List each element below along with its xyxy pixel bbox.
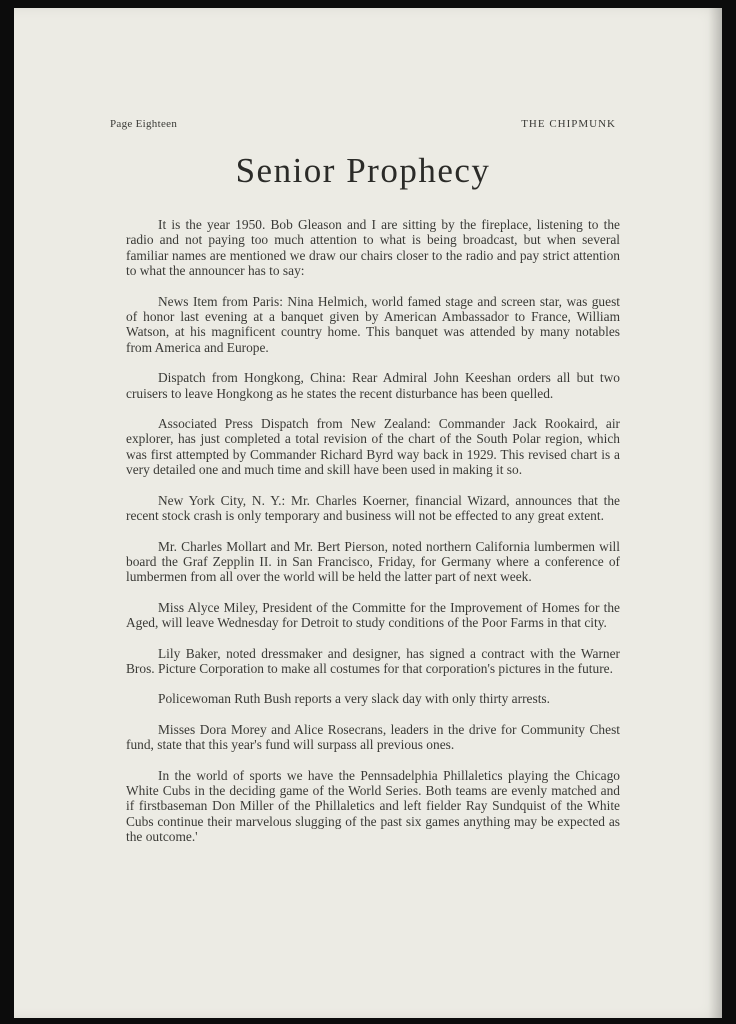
paragraph: It is the year 1950. Bob Gleason and I are sitting by the fireplace, listening to the radio and not paying too much attention to what is being broadcast, but when several familiar names are mentioned we draw our chairs closer to the radio and pay strict attention to what the announcer has to say: [126,217,620,279]
paragraph: Dispatch from Hongkong, China: Rear Admiral John Keeshan orders all but two cruisers to leave Hongkong as he states the recent disturbance has been quelled. [126,370,620,401]
article-title: Senior Prophecy [235,151,491,190]
paragraph: Associated Press Dispatch from New Zealand: Commander Jack Rookaird, air explorer, has just completed a total revision of the chart of the South Polar region, which was first attempted by Commander Richard Byrd way back in 1929. This revised chart is a very detailed one and much time and skill have been used in making it so. [126,416,620,478]
paragraph: Lily Baker, noted dressmaker and designer, has signed a contract with the Warner Bros. Picture Corporation to make all costumes for that corporation's pictures in the future. [126,645,620,676]
document-page [14,8,722,1018]
paragraph: Policewoman Ruth Bush reports a very slack day with only thirty arrests. [158,691,550,707]
page-number-label: Page Eighteen [110,118,178,130]
page-spine-shadow [708,8,722,1018]
paragraph: Miss Alyce Miley, President of the Committe for the Improvement of Homes for the Aged, will leave Wednesday for Detroit to study conditions of the Poor Farms in that city. [126,599,620,631]
paragraph: News Item from Paris: Nina Helmich, world famed stage and screen star, was guest of honor last evening at a banquet given by American Ambassador to France, William Watson, at his magnificent country home. This banquet was attended by many notables from America and Europe. [126,293,620,355]
publication-name: THE CHIPMUNK [521,118,616,130]
article-body [126,217,620,860]
paragraph: In the world of sports we have the Pennsadelphia Phillaletics playing the Chicago White Cubs in the deciding game of the World Series. Both teams are evenly matched and if firstbaseman Don Miller of the Phillaletics and left fielder Ray Sundquist of the White Cubs continue their marvelous slugging of the past six games anything may be expected as the outcome.' [126,767,620,845]
paragraph: New York City, N. Y.: Mr. Charles Koerner, financial Wizard, announces that the recent stock crash is only temporary and business will not be effected to any great extent. [126,492,620,524]
running-header [110,118,616,130]
paragraph: Misses Dora Morey and Alice Rosecrans, leaders in the drive for Community Chest fund, state that this year's fund will surpass all previous ones. [126,721,620,753]
paragraph: Mr. Charles Mollart and Mr. Bert Pierson, noted northern California lumbermen will board the Graf Zepplin II. in San Francisco, Friday, for Germany where a conference of lumbermen from all over the world will be held the latter part of next week. [126,538,620,585]
